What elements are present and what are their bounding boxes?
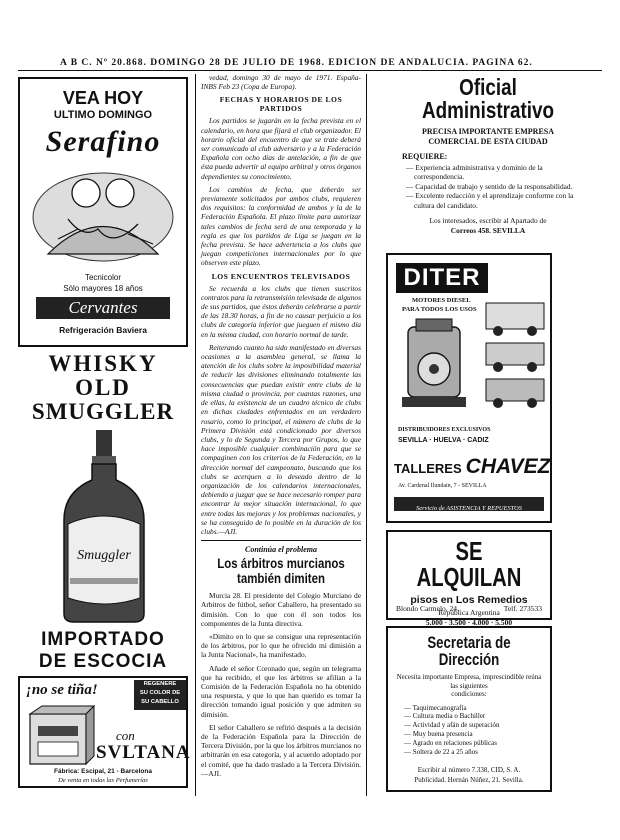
middle-column [201,73,361,798]
whisky-imported2: DE ESCOCIA [38,651,168,672]
whisky-imported1: IMPORTADO [41,629,165,650]
diter-service-band [394,497,544,511]
serafino-rating1: Tecnicolor [84,273,121,282]
serafino-line1: VEA HOY [62,88,144,108]
serafino-ad [18,77,188,347]
diter-shop-prefix: TALLERES [394,461,462,476]
column-rule-left [195,74,196,796]
serafino-cinema: Cervantes [68,298,138,317]
article-kicker: Continúa el problema [244,545,317,555]
svltana-ad [18,676,191,788]
secretaria-item: — Actividad y afán de superación [404,721,500,730]
serafino-footer: Refrigeración Baviera [59,325,147,335]
diter-engine-illustration [398,317,478,417]
diter-brand-band [396,263,488,293]
svltana-box-illustration [28,704,94,768]
secretaria-item: — Taquimecanografía [404,703,467,712]
paragraph-fechas-1: Los partidos se jugarán en la fecha prevista en el calendario, en hora que fijará el club organizador. El horario oficial del encuentro de que se trate deberá ser comunicado al club adversario y a la Federación Española con ocho días de antelación, a fin de que ésta pueda advertir al equipo arbitral y otros órganos dependientes su conocimiento. [201,116,361,181]
oficial-line1: PRECISA IMPORTANTE EMPRESA [421,127,555,136]
svltana-regen3: SU CABELLO [141,699,179,705]
secretaria-title: Secretaria de Dirección [427,633,511,669]
secretaria-item: — Soltera de 22 a 25 años [404,747,478,756]
serafino-line2: ULTIMO DOMINGO [53,109,153,121]
oficial-req-list [404,163,590,210]
secretaria-list [402,704,542,757]
diter-shop-name: CHAVEZ [465,455,551,478]
section-heading-fechas: FECHAS Y HORARIOS DE LOS PARTIDOS [219,95,343,114]
secretaria-ad [386,626,552,792]
alquilan-prices: 5.000 · 3.500 · 4.000 · 5.500 [425,618,513,627]
oficial-req-item: — Capacidad de trabajo y sentido de la responsabilidad. [406,181,573,191]
paragraph-reiterando: Reiterando cuanto ha sido manifestado en diversas ocasiones a la asamblea general, se llama la atención de los clubs sobre la imposibilidad material de reducir las divisiones eliminando totalmente las consecuencias que puedan existir entre clubs de la misma ciudad o provincia, por cuantas razones, una de ellas, la existencia de un cuadro técnico de clubs en dichas ciudades enfrentados en un verdadero rosario, como lo principal, el número de clubs de la Primera División está condicionado por diversos clubs, y lo de Segunda y Tercera por Grupos, lo que hace imposible cualquier combinación para que se compaginen con los criterios de la Federación, en la dirección normal del campeonato, buscando que los clubs se acerquen a lo deseado dentro de la organización de los calendarios internacionales, debiendo a juzgar que se hace necesario romper para encontrar la mejor situación internacional, lo que entre todas las mejoras y los problemas nacionales, y se ha conseguido de lo posible en la duración de los clubs.—AJI. [201,342,361,536]
svltana-slogan: ¡no se tiña! [26,682,98,698]
diter-cities: SEVILLA · HUELVA · CADIZ [398,437,489,444]
secretaria-item-text: Muy buena presencia [412,730,473,739]
alquilan-address: Blondo Carmelo, 24. [396,604,459,613]
svltana-regen-box [134,680,186,710]
section-heading-televisados: LOS ENCUENTROS TELEVISADOS [211,271,351,281]
diter-address: Av. Cardenal Ilundain, 7 - SEVILLA [398,483,487,489]
whisky-line3: SMUGGLER [31,399,175,424]
alquilan-title: SE ALQUILAN [416,536,522,592]
article-headline: Los árbitros murcianos también dimiten [217,556,345,587]
svltana-footer1: Fábrica: Escipal, 21 - Barcelona [54,768,152,775]
serafino-brand: Serafino [45,125,161,158]
paragraph-televisados: Se recuerda a los clubs que tienen suscritos contratos para la retransmisión televisada de algunos de sus partidos, que éstos deberán celebrarse a partir de las 18.30 horas, a fin de no causar perjuicio a los clubs de categoría inferior que jueguen el mismo día en la misma ciudad, con horario normal de tarde. [201,283,361,339]
svltana-con: con [116,728,135,743]
svltana-product: SVLTANA [96,742,191,763]
svltana-regen1: REGENERE [143,681,177,687]
oficial-contact1: Los interesados, escribir al Apartado de [429,216,547,226]
oficial-ad [372,76,604,248]
alquilan-ad [386,530,552,627]
serafino-illustration [28,159,178,271]
alquilan-contact-row [396,604,542,613]
secretaria-contact2: Publicidad. Hernán Núñez, 21. Sevilla. [414,776,524,784]
diter-tag2: PARA TODOS LOS USOS [402,306,477,313]
paragraph-fechas-2: Los cambios de fecha, que deberán ser previamente solicitados por ambos clubs, requieren dos requisitos: la conformidad de ambos y la de la Federación Española. El plazo límite para autorizar tales cambios de fecha será de una temporada y la regla es que los partidos de Liga se juegan en la fecha prevista. Se hace advertencia a los clubs que juegan competiciones internacionales por lo que observen este plazo. [201,184,361,268]
whisky-bottle-label: Smuggler [77,548,131,563]
paragraph-murcia-4: El señor Caballero se refirió después a la decisión de la Federación Española para la Dirección de Tercera División, por la que los árbitros murcianos no arbitrarán en esa categoría, y al acuerdo adoptado por el comité, que ha dado traslado a la Tercera División.—AJI. [201,722,361,778]
svltana-regen2: SU COLOR DE [139,690,181,696]
oficial-req-text: Capacidad de trabajo y sentido de la responsabilidad. [415,181,573,191]
alquilan-street: República Argentina [438,608,500,617]
secretaria-item-text: Taquimecanografía [412,703,467,712]
oficial-req-item: — Excelente redacción y el aprendizaje conforme con la cultura del candidato. [406,191,574,210]
oficial-req-text: Excelente redacción y el aprendizaje conforme con la cultura del candidato. [414,191,574,210]
column-rule-right [366,74,367,796]
oficial-title: Oficial Administrativo [421,74,555,123]
secretaria-item: — Agrado en relaciones públicas [404,738,497,747]
secretaria-item-text: Agrado en relaciones públicas [412,738,497,747]
page-header: A B C. Nº 20.868. DOMINGO 28 DE JULIO DE 1968. EDICION DE ANDALUCIA. PAGINA 62. [60,58,533,68]
oficial-req-text: Experiencia administrativa y dominio de la correspondencia. [414,163,543,182]
secretaria-item: — Muy buena presencia [404,730,473,739]
whisky-ad [14,352,192,660]
paragraph-murcia-2: «Dimito en lo que se consigue una representación de los árbitros, por lo que he ofrecido mi dimisión a la Junta Nacional», ha manifestado. [201,631,361,660]
oficial-contact2: Correos 458. SEVILLA [450,225,526,235]
diter-vehicles-illustration [482,299,552,419]
article-continuation: vedad, domingo 30 de mayo de 1971. España-INBS Feb 23 (Copa de Europa). [201,73,361,92]
serafino-cinema-band [36,297,170,319]
secretaria-item: — Cultura media o Bachiller [404,712,486,721]
secretaria-item-text: Actividad y afán de superación [412,721,500,730]
secretaria-contact1: Escribir al número 7.338, CID, S. A. [417,766,521,774]
paragraph-murcia-1: Murcia 28. El presidente del Colegio Murciano de Arbitros de fútbol, señor Caballero, ha presentado su dimisión. Con lo que con él son todos los componentes de la Junta directiva. [201,591,361,628]
diter-dist: DISTRIBUIDORES EXCLUSIVOS [398,427,491,433]
whisky-bottle [54,428,154,624]
diter-tag1: MOTORES DIESEL [412,297,471,304]
diter-ad [386,253,552,523]
oficial-line2: COMERCIAL DE ESTA CIUDAD [428,137,548,146]
alquilan-subtitle: pisos en Los Remedios [410,594,528,606]
secretaria-line2: condiciones: [451,690,487,699]
diter-shop [394,455,551,479]
paragraph-murcia-3: Añade el señor Coronado que, según un telegrama que ha recibido, el que los árbitros se afilian a la Comisión de la Federación Española no ha obtenido una respuesta, y que lo que han querido es tomar la dirección tomando igual posición y que admiten su dimisión. [201,663,361,719]
secretaria-item-text: Soltera de 22 a 25 años [412,747,478,756]
article-divider [201,540,361,541]
diter-brand: DITER [403,264,481,291]
whisky-line2: OLD [75,375,131,400]
header-rule [18,70,602,71]
oficial-req-item: — Experiencia administrativa y dominio de la correspondencia. [406,163,543,182]
whisky-line1: WHISKY [48,351,158,376]
secretaria-line1: Necesita importante Empresa, imprescindible reúna las siguientes [396,673,542,690]
alquilan-phone: Telf. 273533 [503,604,542,613]
diter-service: Servicio de ASISTENCIA Y REPUESTOS [416,505,522,512]
oficial-requires: REQUIERE: [402,152,448,161]
secretaria-item-text: Cultura media o Bachiller [412,712,486,721]
serafino-rating2: Sólo mayores 18 años [63,284,143,293]
svltana-footer2: De venta en todas las Perfumerías [58,777,148,784]
